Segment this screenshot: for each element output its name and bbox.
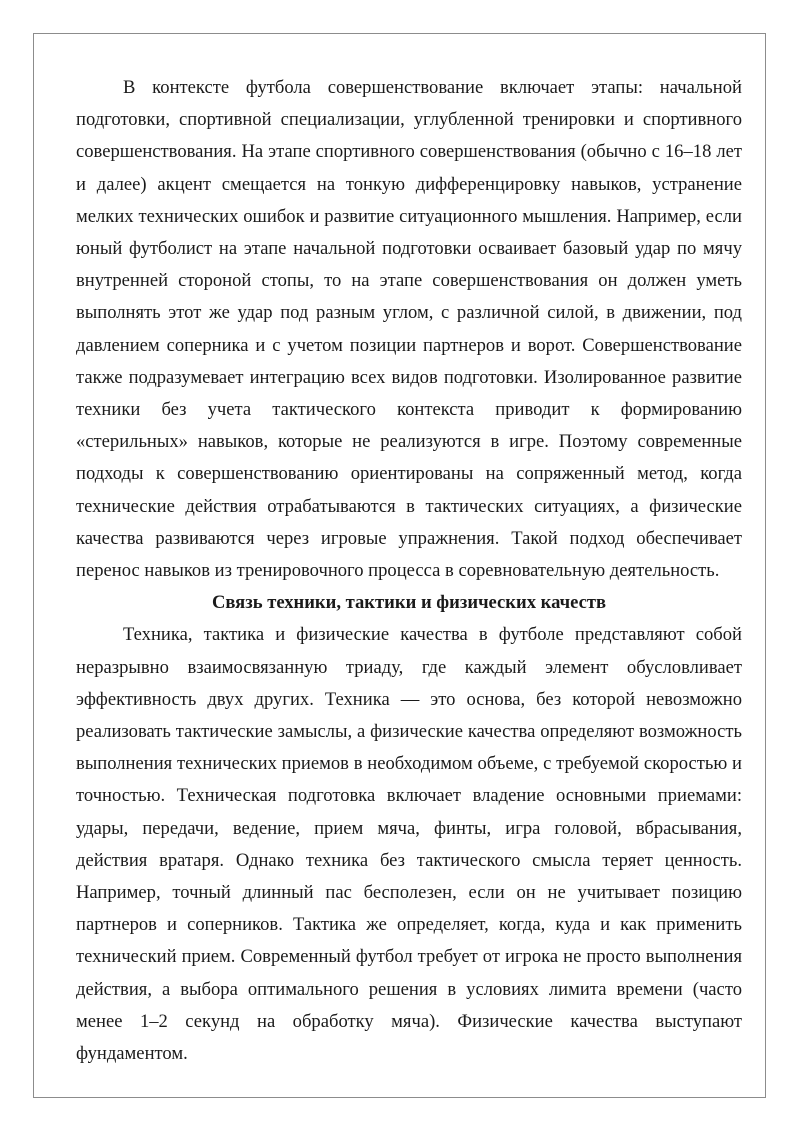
section-heading: Связь техники, тактики и физических качеств [211,592,607,614]
paragraph-1: В контексте футбола совершенствование включает этапы: начальной подготовки, спортивной специализации, углубленной тренировки и спортивного совершенствования. На этапе спортивного совершенствования (обычно с 16–18 лет и далее) акцент смещается на тонкую дифференцировку навыков, устранение мелких технических ошибок и развитие ситуационного мышления. Например, если юный футболист на этапе начальной подготовки осваивает базовый удар по мячу внутренней стороной стопы, то на этапе совершенствования он должен уметь выполнять этот же удар под разным углом, с различной силой, в движении, под давлением соперника и с учетом позиции партнеров и ворот. Совершенствование также подразумевает интеграцию всех видов подготовки. Изолированное развитие техники без учета тактического контекста приводит к формированию «стерильных» навыков, которые не реализуются в игре. Поэтому современные подходы к совершенствованию ориентированы на сопряженный метод, когда технические действия отрабатываются в тактических ситуациях, а физические качества развиваются через игровые упражнения. Такой подход обеспечивает перенос навыков из тренировочного процесса в соревновательную деятельность. [76,77,742,582]
paragraph-2: Техника, тактика и физические качества в футболе представляют собой неразрывно взаимосвязанную триаду, где каждый элемент обусловливает эффективность двух других. Техника — это основа, без которой невозможно реализовать тактические замыслы, а физические качества определяют возможность выполнения технических приемов в необходимом объеме, с требуемой скоростью и точностью. Техническая подготовка включает владение основными приемами: удары, передачи, ведение, прием мяча, финты, игра головой, вбрасывания, действия вратаря. Однако техника без тактического смысла теряет ценность. Например, точный длинный пас бесполезен, если он не учитывает позицию партнеров и соперников. Тактика же определяет, когда, куда и как применить технический прием. Современный футбол требует от игрока не просто выполнения действия, а выбора оптимального решения в условиях лимита времени (часто менее 1–2 секунд на обработку мяча). Физические качества выступают фундаментом. [76,624,742,1065]
page-content [76,72,742,1070]
